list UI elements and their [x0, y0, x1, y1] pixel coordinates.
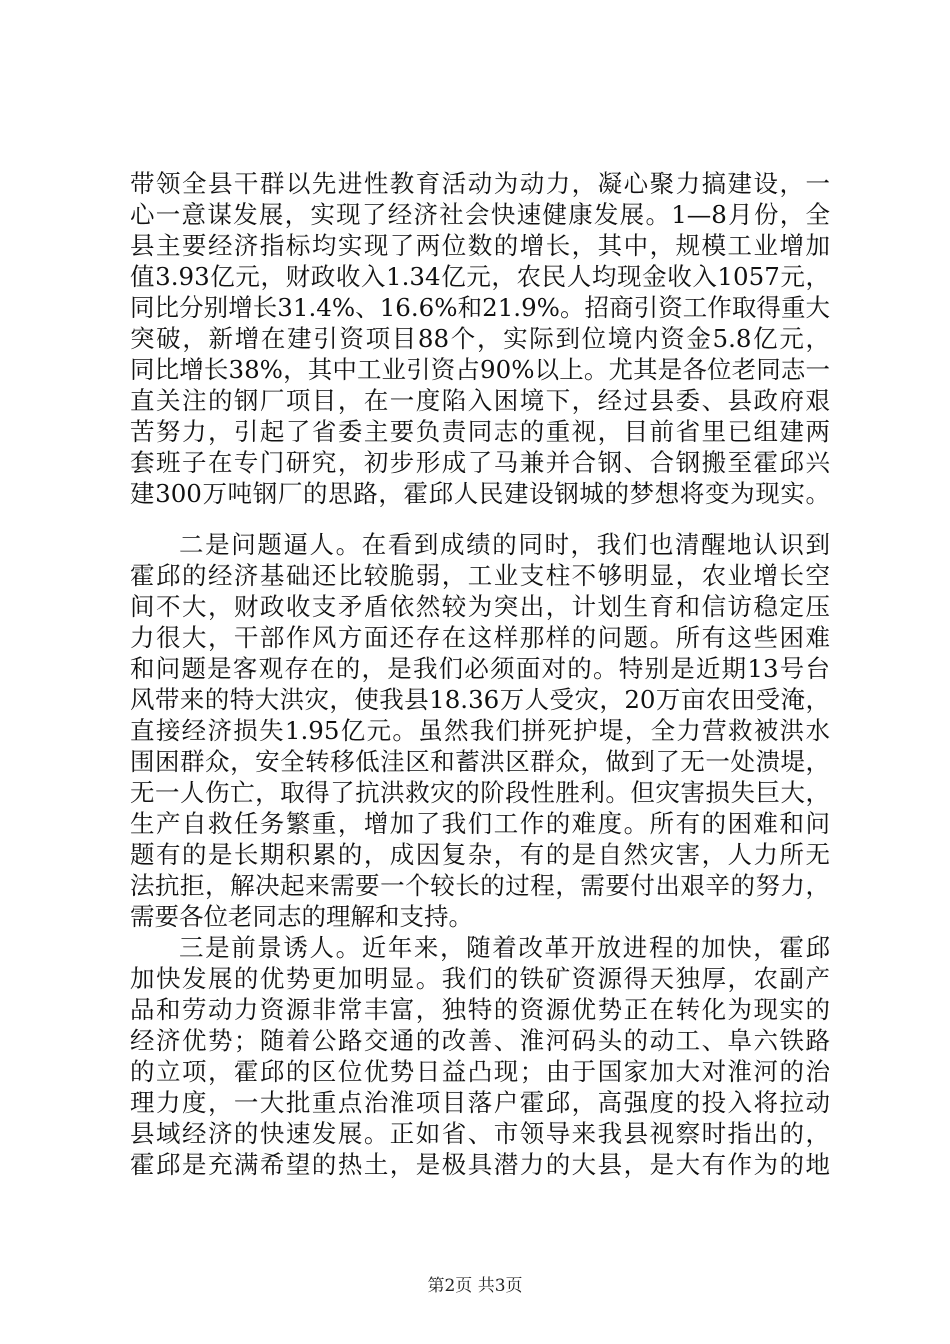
text-line: 同比分别增长31.4%、16.6%和21.9%。招商引资工作取得重大 [130, 293, 830, 322]
text-line: 加快发展的优势更加明显。我们的铁矿资源得天独厚，农副产 [130, 964, 830, 993]
text-line: 带领全县干群以先进性教育活动为动力，凝心聚力搞建设，一 [130, 169, 830, 198]
text-line: 的立项，霍邱的区位优势日益凸现；由于国家加大对淮河的治 [130, 1057, 830, 1086]
text-line: 围困群众，安全转移低洼区和蓄洪区群众，做到了无一处溃堤， [130, 747, 830, 776]
text-line: 品和劳动力资源非常丰富，独特的资源优势正在转化为现实的 [130, 995, 830, 1024]
text-line: 经济优势；随着公路交通的改善、淮河码头的动工、阜六铁路 [130, 1026, 830, 1055]
text-line: 三是前景诱人。近年来，随着改革开放进程的加快，霍邱 [179, 933, 830, 962]
text-line: 苦努力，引起了省委主要负责同志的重视，目前省里已组建两 [130, 417, 830, 446]
text-line: 理力度，一大批重点治淮项目落户霍邱，高强度的投入将拉动 [130, 1088, 830, 1117]
text-line: 无一人伤亡，取得了抗洪救灾的阶段性胜利。但灾害损失巨大， [130, 778, 830, 807]
text-line: 间不大，财政收支矛盾依然较为突出，计划生育和信访稳定压 [130, 592, 830, 621]
text-line: 需要各位老同志的理解和支持。 [130, 902, 473, 931]
text-line: 突破，新增在建引资项目88个，实际到位境内资金5.8亿元， [130, 324, 830, 353]
text-line: 套班子在专门研究，初步形成了马兼并合钢、合钢搬至霍邱兴 [130, 448, 830, 477]
text-line: 县主要经济指标均实现了两位数的增长，其中，规模工业增加 [130, 231, 830, 260]
text-line: 生产自救任务繁重，增加了我们工作的难度。所有的困难和问 [130, 809, 830, 838]
text-line: 直关注的钢厂项目，在一度陷入困境下，经过县委、县政府艰 [130, 386, 830, 415]
paragraph-achievements [130, 168, 830, 509]
text-line: 霍邱的经济基础还比较脆弱，工业支柱不够明显，农业增长空 [130, 561, 830, 590]
text-line: 霍邱是充满希望的热土，是极具潜力的大县，是大有作为的地 [130, 1150, 830, 1179]
text-line: 同比增长38%，其中工业引资占90%以上。尤其是各位老同志一 [130, 355, 830, 384]
paragraph-problems [130, 529, 830, 932]
text-line: 题有的是长期积累的，成因复杂，有的是自然灾害，人力所无 [130, 840, 830, 869]
text-line: 法抗拒，解决起来需要一个较长的过程，需要付出艰辛的努力， [130, 871, 830, 900]
document-body [130, 168, 830, 1180]
text-line: 建300万吨钢厂的思路，霍邱人民建设钢城的梦想将变为现实。 [130, 479, 830, 508]
text-line: 和问题是客观存在的，是我们必须面对的。特别是近期13号台 [130, 654, 830, 683]
text-line: 值3.93亿元，财政收入1.34亿元，农民人均现金收入1057元， [130, 262, 830, 291]
text-line: 力很大，干部作风方面还存在这样那样的问题。所有这些困难 [130, 623, 830, 652]
page-footer: 第2页 共3页 [427, 1276, 523, 1296]
text-line: 二是问题逼人。在看到成绩的同时，我们也清醒地认识到 [179, 530, 830, 559]
paragraph-prospects [130, 932, 830, 1180]
text-line: 风带来的特大洪灾，使我县18.36万人受灾，20万亩农田受淹， [130, 685, 830, 714]
text-line: 直接经济损失1.95亿元。虽然我们拼死护堤，全力营救被洪水 [130, 716, 830, 745]
text-line: 县域经济的快速发展。正如省、市领导来我县视察时指出的， [130, 1119, 830, 1148]
text-line: 心一意谋发展，实现了经济社会快速健康发展。1—8月份，全 [130, 200, 830, 229]
